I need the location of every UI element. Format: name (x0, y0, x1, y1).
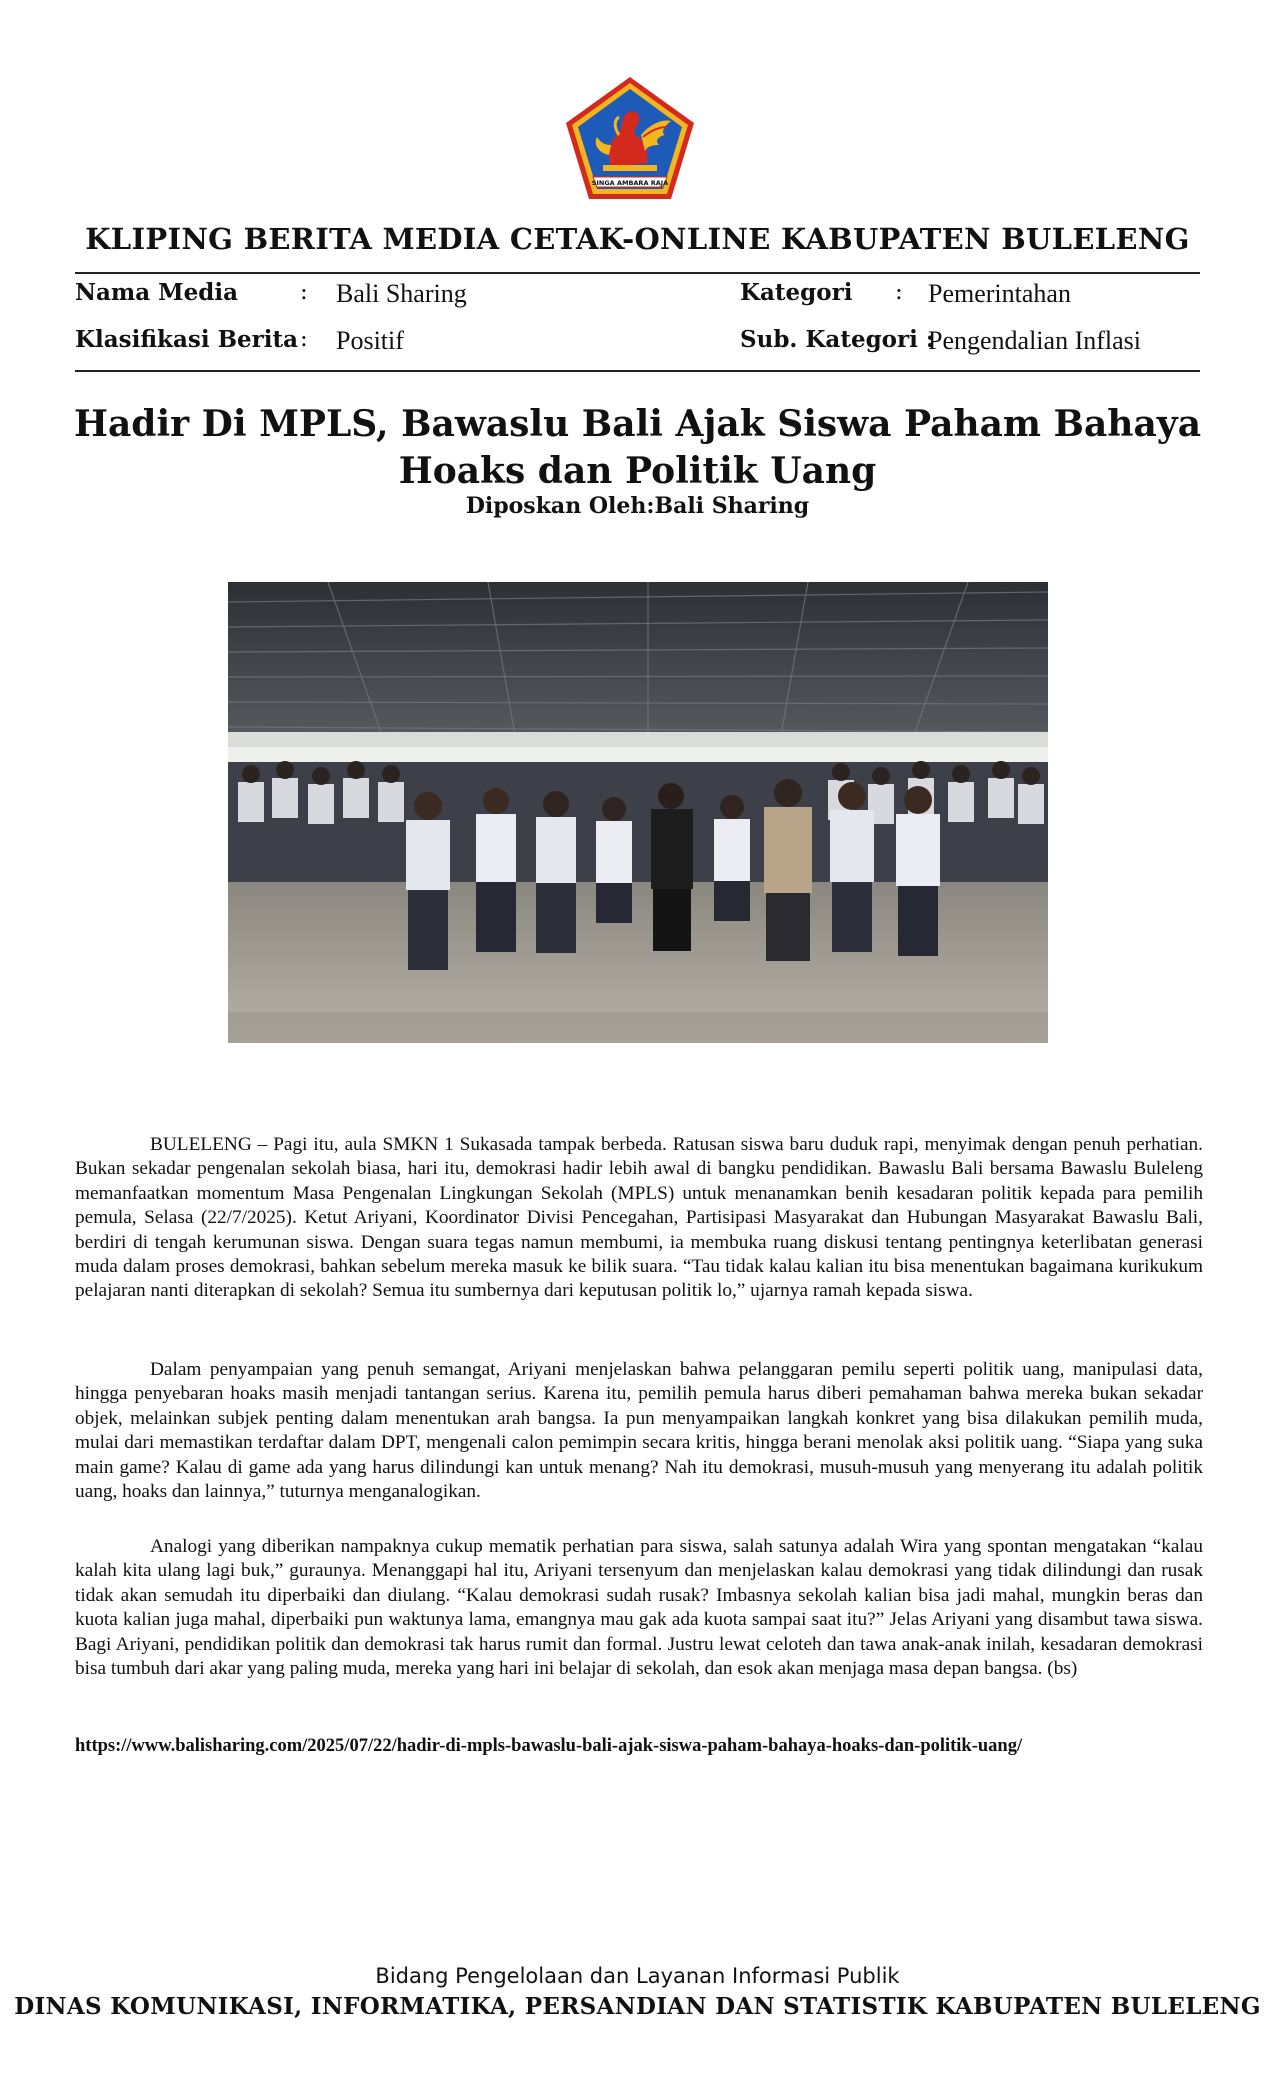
article-byline: Diposkan Oleh:Bali Sharing (465, 493, 810, 519)
subkategori-value: Pengendalian Inflasi (928, 326, 1141, 355)
klasifikasi-value: Positif (336, 326, 404, 355)
klasifikasi-colon: : (300, 326, 308, 352)
article-paragraph-2 (75, 1358, 1203, 1504)
article-title-line-2: Hoaks dan Politik Uang (398, 450, 877, 492)
article-paragraph-2-text: Dalam penyampaian yang penuh semangat, Ariyani menjelaskan bahwa pelanggaran pemilu seperti politik uang, manipulasi data, hingga penyebaran hoaks masih menjadi tantangan serius. Karena itu, pemilih pemula harus diberi pemahaman bahwa mereka bukan sekadar objek, melainkan subjek penting dalam menentukan arah bangsa. Ia pun menyampaikan langkah konkret yang bisa dilakukan pemilih muda, mulai dari memastikan terdaftar dalam DPT, mengenali calon pemimpin secara kritis, hingga berani menolak aksi politik uang. “Siapa yang suka main game? Kalau di game ada yang harus dilindungi kan untuk menang? Nah itu demokrasi, musuh-musuh yang menyerang itu adalah politik uang, hoaks dan lainnya,” tuturnya menganalogikan. (75, 1359, 1203, 1503)
article-paragraph-1 (75, 1133, 1203, 1304)
article-photo (228, 582, 1048, 1043)
header-divider-bottom (75, 370, 1200, 372)
subkategori-label: Sub. Kategori : (740, 326, 935, 353)
clipping-header-title: KLIPING BERITA MEDIA CETAK-ONLINE KABUPATEN BULELENG (85, 222, 1190, 256)
article-paragraph-1-text: BULELENG – Pagi itu, aula SMKN 1 Sukasada tampak berbeda. Ratusan siswa baru duduk rapi, menyimak dengan penuh perhatian. Bukan sekadar pengenalan sekolah biasa, hari itu, demokrasi hadir lebih awal di bangku pendidikan. Bawaslu Bali bersama Bawaslu Buleleng memanfaatkan momentum Masa Pengenalan Lingkungan Sekolah (MPLS) untuk menanamkan benih kesadaran politik kepada para pemilih pemula, Selasa (22/7/2025). Ketut Ariyani, Koordinator Divisi Pencegahan, Partisipasi Masyarakat dan Hubungan Masyarakat Bawaslu Bali, berdiri di tengah kerumunan siswa. Dengan suara tegas namun membumi, ia membuka ruang diskusi tentang pentingnya keterlibatan generasi muda dalam proses demokrasi, bahkan sebelum mereka masuk ke bilik suara. “Tau tidak kalau kalian itu bisa menentukan bagaimana kurikukum pelajaran nanti diterapkan di sekolah? Semua itu sumbernya dari keputusan politik lo,” ujarnya ramah kepada siswa. (75, 1134, 1203, 1302)
footer-department: Bidang Pengelolaan dan Layanan Informasi Publik (375, 1964, 900, 1988)
article-paragraph-3-text: Analogi yang diberikan nampaknya cukup mematik perhatian para siswa, salah satunya adalah Wira yang spontan mengatakan “kalau kalah kita ulang lagi buk,” guraunya. Menanggapi hal itu, Ariyani tersenyum dan menjelaskan kalau demokrasi yang tidak dilindungi dan rusak tidak akan semudah itu diperbaiki dan diulang. “Kalau demokrasi sudah rusak? Imbasnya sekolah kalian bisa jadi mahal, mungkin beras dan kuota kalian juga mahal, diperbaiki pun waktunya lama, emangnya mau gak ada kuota sampai saat itu?” Jelas Ariyani yang disambut tawa siswa. Bagi Ariyani, pendidikan politik dan demokrasi tak harus rumit dan formal. Justru lewat celoteh dan tawa anak-anak inilah, kesadaran demokrasi bisa tumbuh dari akar yang paling muda, mereka yang hari ini belajar di sekolah, dan esok akan menjaga masa depan bangsa. (bs) (75, 1536, 1203, 1680)
kategori-value: Pemerintahan (928, 279, 1071, 308)
students-group-photo-image (228, 582, 1048, 1043)
article-title-line-1: Hadir Di MPLS, Bawaslu Bali Ajak Siswa Paham Bahaya (73, 403, 1202, 445)
source-url-link[interactable]: https://www.balisharing.com/2025/07/22/hadir-di-mpls-bawaslu-bali-ajak-siswa-paham-bahaya-hoaks-dan-politik-uang/ (75, 1736, 1023, 1756)
footer-agency: DINAS KOMUNIKASI, INFORMATIKA, PERSANDIAN DAN STATISTIK KABUPATEN BULELENG (14, 1993, 1261, 2020)
media-colon: : (300, 279, 308, 305)
media-label: Nama Media (75, 279, 238, 306)
logo-caption: SINGA AMBARA RAJA (591, 179, 669, 187)
kategori-label: Kategori (740, 279, 853, 306)
article-paragraph-3 (75, 1535, 1203, 1681)
header-divider-top (75, 272, 1200, 274)
media-value: Bali Sharing (336, 279, 467, 308)
regency-logo (563, 75, 697, 201)
coat-of-arms-icon (563, 75, 697, 201)
kategori-colon: : (895, 279, 903, 305)
klasifikasi-label: Klasifikasi Berita (75, 326, 299, 353)
